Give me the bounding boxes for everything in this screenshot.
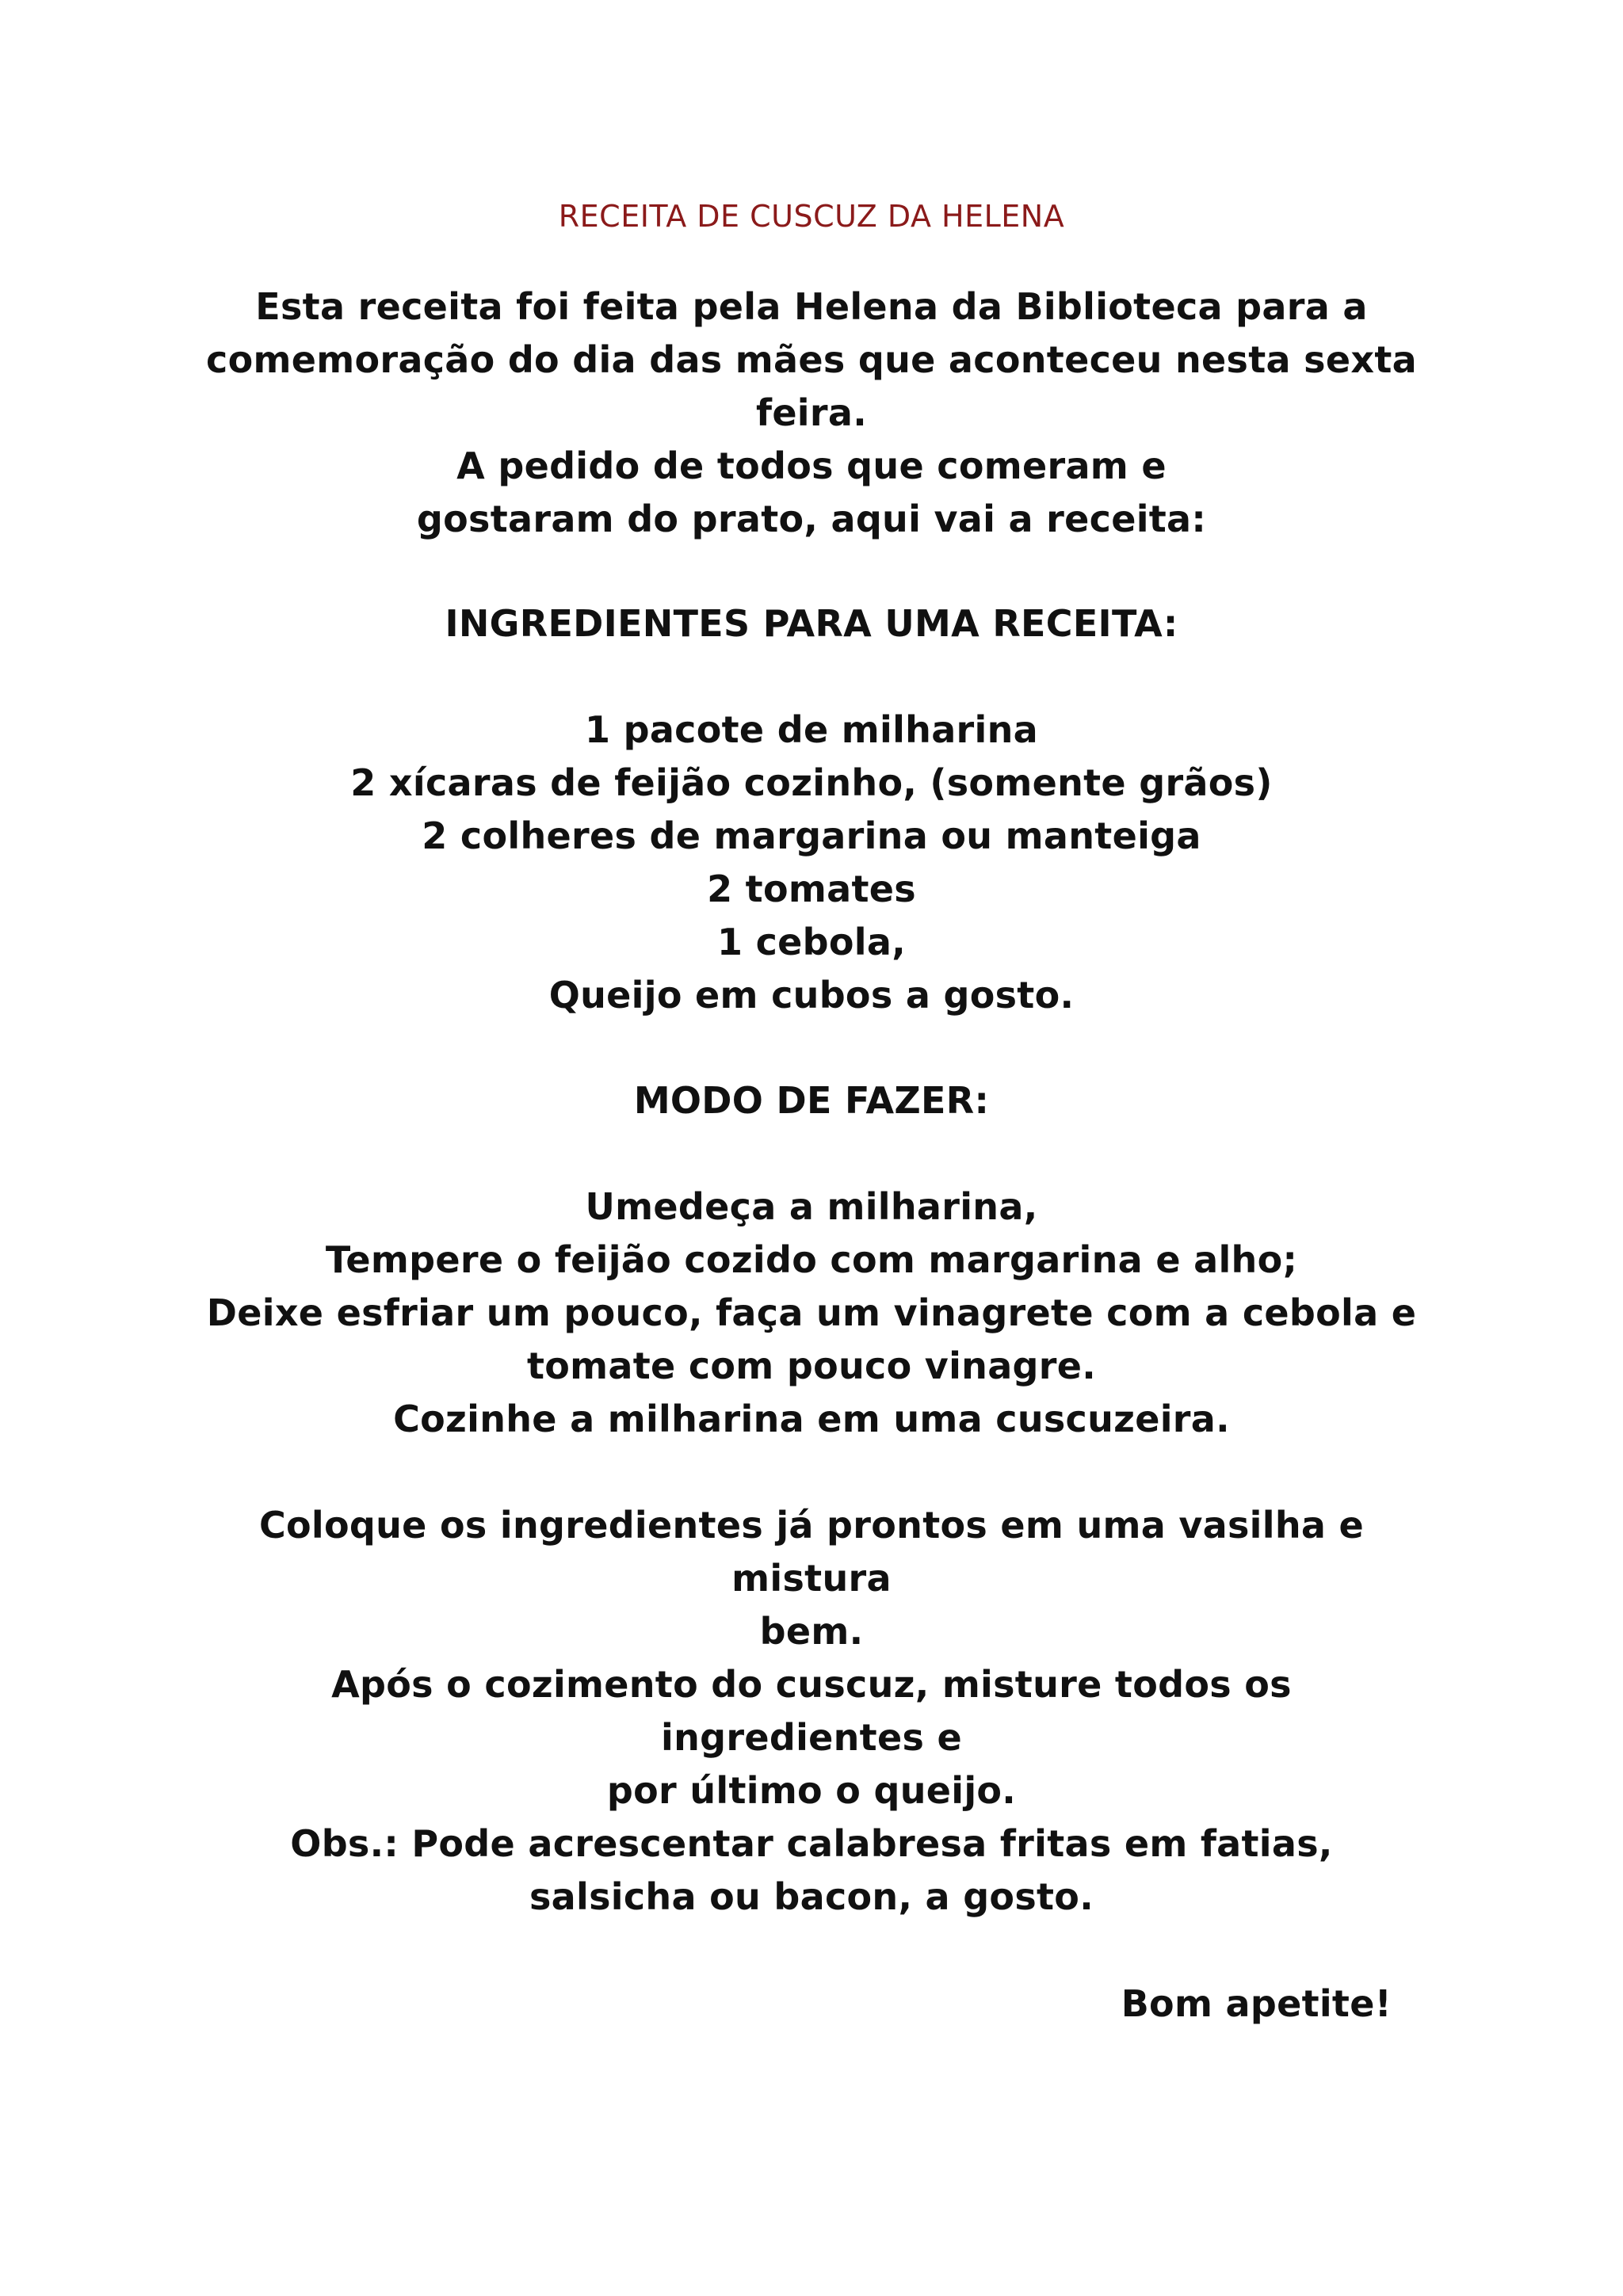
intro-line: comemoração do dia das mães que aconteceu nesta sexta xyxy=(206,338,1417,381)
ingredients-heading xyxy=(206,597,1417,650)
method-paragraph-mix xyxy=(206,1499,1417,1658)
intro-line: gostaram do prato, aqui vai a receita: xyxy=(416,498,1207,540)
ingredient-item: 2 colheres de margarina ou manteiga xyxy=(422,814,1201,857)
method-paragraph-finish xyxy=(206,1658,1417,1817)
note-line: Obs.: Pode acrescentar calabresa fritas em fatias, xyxy=(290,1822,1333,1865)
method-steps xyxy=(206,1180,1417,1446)
method-heading-text: MODO DE FAZER: xyxy=(633,1079,990,1122)
method-paragraph-line: Após o cozimento do cuscuz, misture todos os ingredientes e xyxy=(331,1663,1292,1759)
method-step: Umedeça a milharina, xyxy=(585,1185,1038,1228)
intro-line: feira. xyxy=(756,391,867,434)
method-paragraph-line: por último o queijo. xyxy=(606,1769,1017,1812)
method-step: Deixe esfriar um pouco, faça um vinagrete com a cebola e xyxy=(206,1291,1417,1334)
method-paragraph-line: bem. xyxy=(759,1610,864,1653)
ingredient-item: Queijo em cubos a gosto. xyxy=(548,974,1075,1016)
ingredient-item: 2 tomates xyxy=(707,868,916,910)
observation-note xyxy=(206,1817,1417,1924)
method-step: tomate com pouco vinagre. xyxy=(526,1344,1097,1387)
method-heading xyxy=(206,1074,1417,1127)
intro-line: A pedido de todos que comeram e xyxy=(456,444,1167,487)
note-line: salsicha ou bacon, a gosto. xyxy=(529,1875,1094,1918)
intro-paragraph xyxy=(206,280,1417,546)
method-paragraph-line: Coloque os ingredientes já prontos em uma vasilha e mistura xyxy=(258,1504,1365,1600)
recipe-title: RECEITA DE CUSCUZ DA HELENA xyxy=(558,199,1065,234)
ingredient-item: 2 xícaras de feijão cozinho, (somente grãos) xyxy=(350,761,1273,804)
ingredients-heading-text: INGREDIENTES PARA UMA RECEITA: xyxy=(445,602,1178,645)
method-step: Cozinhe a milharina em uma cuscuzeira. xyxy=(393,1398,1230,1440)
ingredient-item: 1 cebola, xyxy=(716,921,906,963)
method-step: Tempere o feijão cozido com margarina e alho; xyxy=(325,1238,1298,1281)
ingredient-item: 1 pacote de milharina xyxy=(584,708,1038,751)
signoff: Bom apetite! xyxy=(1121,1982,1392,2025)
intro-line: Esta receita foi feita pela Helena da Biblioteca para a xyxy=(255,285,1368,328)
ingredients-list xyxy=(206,704,1417,1022)
